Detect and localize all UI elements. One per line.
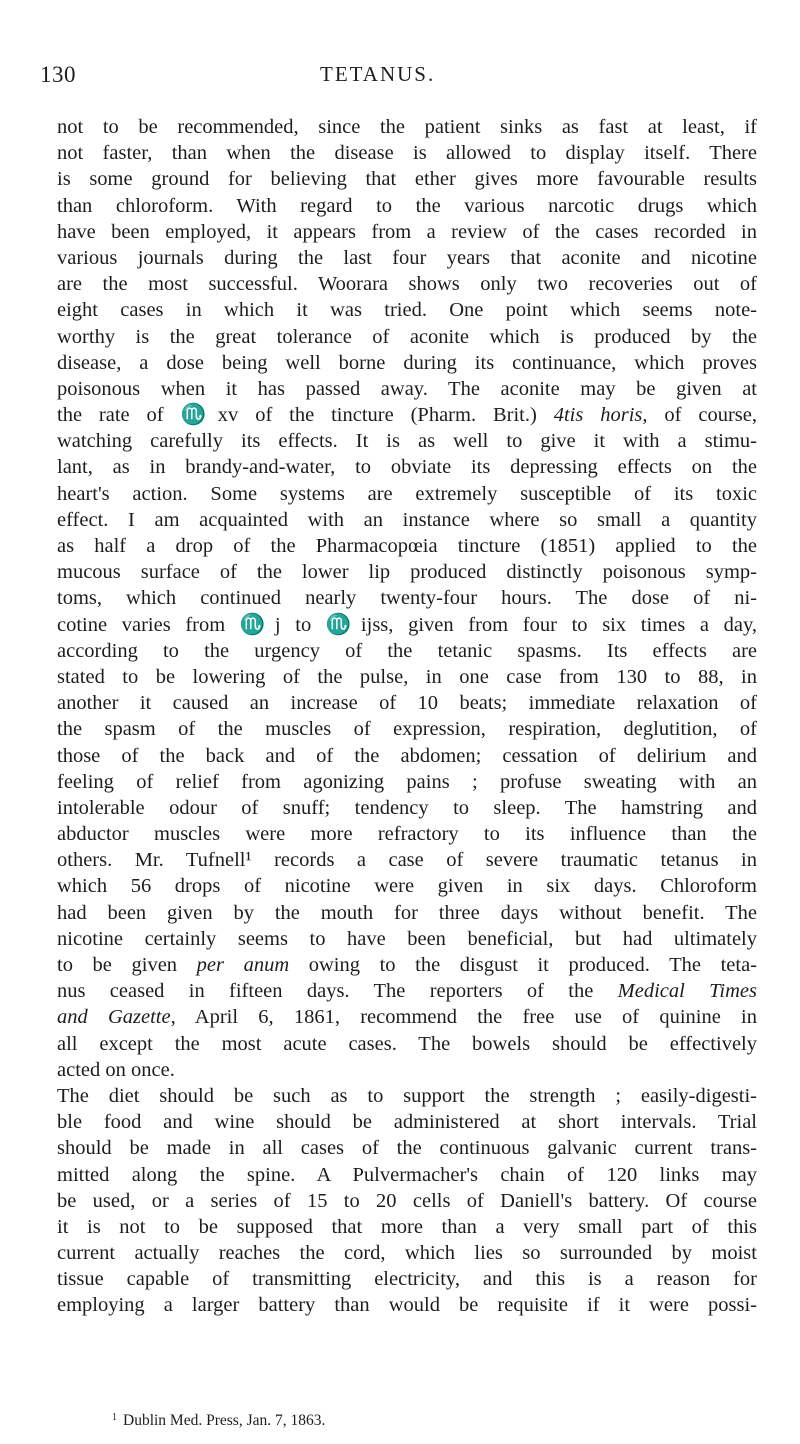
- text-line: tissue capable of transmitting electricity, and this is a reason for: [57, 1268, 757, 1291]
- text-line: as half a drop of the Pharmacopœia tincture (1851) applied to the: [57, 535, 757, 557]
- text-line: effect. I am acquainted with an instance where so small a quantity: [57, 508, 757, 531]
- text-line: others. Mr. Tufnell¹ records a case of severe traumatic tetanus in: [57, 849, 757, 872]
- footnote-text: Dublin Med. Press, Jan. 7, 1863.: [123, 1412, 326, 1429]
- text-line: be used, or a series of 15 to 20 cells of Daniell's battery. Of course: [57, 1189, 757, 1212]
- text-line: the rate of ♏xv of the tincture (Pharm. Brit.) 4tis horis, of course,: [57, 404, 757, 427]
- text-line: worthy is the great tolerance of aconite which is produced by the: [57, 325, 757, 348]
- text-line: than chloroform. With regard to the various narcotic drugs which: [57, 194, 757, 217]
- text-line: mucous surface of the lower lip produced distinctly poisonous symp-: [57, 561, 757, 584]
- text-line: not to be recommended, since the patient sinks as fast at least, if: [57, 116, 757, 138]
- text-line: employing a larger battery than would be requisite if it were possi-: [57, 1294, 757, 1317]
- text-line: according to the urgency of the tetanic spasms. Its effects are: [57, 639, 757, 662]
- text-line: mitted along the spine. A Pulvermacher's chain of 120 links may: [57, 1163, 757, 1186]
- text-line: lant, as in brandy-and-water, to obviate its depressing effects on the: [57, 456, 757, 479]
- italic-phrase: Medical Times: [617, 980, 757, 1003]
- text-line: toms, which continued nearly twenty-four hours. The dose of ni-: [57, 587, 757, 610]
- italic-phrase: 4tis horis: [553, 404, 643, 427]
- text-line: and Gazette, April 6, 1861, recommend the free use of quinine in: [57, 1006, 758, 1029]
- text-line: cotine varies from ♏j to ♏ijss, given from four to six times a day,: [57, 613, 757, 636]
- italic-phrase: per anum: [196, 954, 290, 976]
- text-line: abductor muscles were more refractory to its influence than the: [57, 823, 757, 846]
- footnote-marker: 1: [112, 1412, 117, 1423]
- text-line: is some ground for believing that ether gives more favourable results: [57, 168, 757, 191]
- text-line: heart's action. Some systems are extremely susceptible of its toxic: [57, 482, 757, 505]
- text-line: another it caused an increase of 10 beats; immediate relaxation of: [57, 692, 757, 715]
- text-line: stated to be lowering of the pulse, in one case from 130 to 88, in: [57, 665, 757, 688]
- text-line: nicotine certainly seems to have been beneficial, but had ultimately: [57, 927, 757, 950]
- text-line: not faster, than when the disease is allowed to display itself. There: [57, 142, 757, 165]
- text-line: all except the most acute cases. The bowels should be effectively: [57, 1032, 757, 1055]
- body-text: [57, 114, 757, 1319]
- text-line: current actually reaches the cord, which lies so surrounded by moist: [57, 1242, 757, 1265]
- text-line: have been employed, it appears from a review of the cases recorded in: [57, 220, 757, 243]
- footnote: [112, 1408, 325, 1431]
- page-number: 130: [40, 62, 76, 87]
- text-line: various journals during the last four years that aconite and nicotine: [57, 246, 757, 269]
- text-line: those of the back and of the abdomen; cessation of delirium and: [57, 744, 757, 767]
- text-line: poisonous when it has passed away. The aconite may be given at: [57, 377, 757, 400]
- text-line: watching carefully its effects. It is as well to give it with a stimu-: [57, 430, 757, 453]
- text-line: disease, a dose being well borne during its continuance, which proves: [57, 351, 757, 374]
- text-line: the spasm of the muscles of expression, respiration, deglutition, of: [57, 718, 757, 741]
- text-line: had been given by the mouth for three days without benefit. The: [57, 901, 757, 924]
- text-line: are the most successful. Woorara shows only two recoveries out of: [57, 273, 757, 296]
- text-line: acted on once.: [57, 1058, 175, 1081]
- text-line: ble food and wine should be administered at short intervals. Trial: [57, 1111, 757, 1134]
- text-line: nus ceased in fifteen days. The reporters of the Medical Times: [57, 980, 757, 1003]
- text-line: The diet should be such as to support the strength ; easily-digesti-: [57, 1084, 757, 1107]
- text-line: should be made in all cases of the continuous galvanic current trans-: [57, 1137, 757, 1160]
- text-line: to be given per anum owing to the disgust it produced. The teta-: [57, 954, 757, 976]
- text-line: which 56 drops of nicotine were given in six days. Chloroform: [57, 875, 757, 898]
- running-title: TETANUS.: [320, 62, 436, 86]
- text-line: it is not to be supposed that more than a very small part of this: [57, 1215, 757, 1238]
- text-line: intolerable odour of snuff; tendency to sleep. The hamstring and: [57, 796, 757, 819]
- text-line: eight cases in which it was tried. One point which seems note-: [57, 299, 757, 322]
- running-head: [40, 62, 770, 92]
- italic-phrase: and Gazette: [57, 1006, 171, 1029]
- text-line: feeling of relief from agonizing pains ; profuse sweating with an: [57, 770, 757, 793]
